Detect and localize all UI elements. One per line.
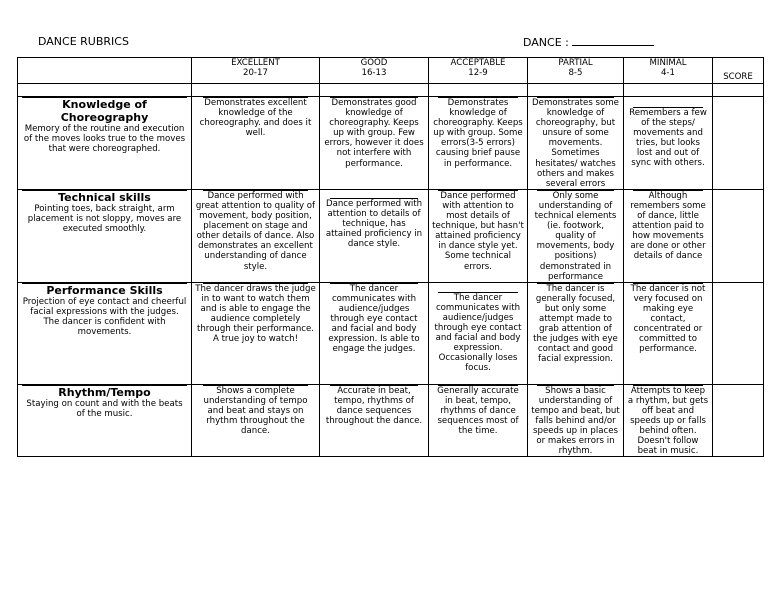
rubric-cell-partial: [528, 97, 624, 190]
rubric-cell-minimal: [624, 384, 713, 457]
score-cell[interactable]: [713, 282, 764, 384]
level-range: 16-13: [361, 68, 387, 79]
criterion-cell: [18, 384, 192, 457]
level-name: GOOD: [360, 58, 388, 68]
criterion-description: Pointing toes, back straight, arm placement is not sloppy, moves are executed smoothly.: [27, 203, 182, 235]
criterion-row-choreography: [18, 97, 764, 190]
rubric-cell-acceptable: [429, 189, 528, 282]
rubric-cell-acceptable: [429, 384, 528, 457]
rubric-cell-good: [320, 189, 429, 282]
rubric-text: Attempts to keep a rhythm, but gets off beat and speeds up or falls behind often. Doesn't follow beat in music.: [624, 385, 712, 457]
rubric-cell-excellent: [192, 97, 320, 190]
rubric-text: Accurate in beat, tempo, rhythms of dance sequences throughout the dance.: [320, 385, 428, 426]
rubric-text: Demonstrates good knowledge of choreography. Keeps up with group. Few errors, however it does not interfere with performance.: [320, 97, 428, 169]
level-header-minimal: [624, 58, 713, 84]
rubric-cell-good: [320, 97, 429, 190]
rubric-cell-excellent: [192, 189, 320, 282]
criterion-cell: [18, 282, 192, 384]
rubric-text: Although remembers some of dance, little attention paid to how movements are done or other details of dance: [624, 190, 712, 262]
rubric-text: Shows a complete understanding of tempo and beat and stays on rhythm throughout the dance.: [192, 385, 319, 436]
rubric-cell-acceptable: [429, 97, 528, 190]
score-cell[interactable]: [713, 384, 764, 457]
rubric-text: The dancer communicates with audience/judges through eye contact and facial and body expression. Occasionally loses focus.: [429, 283, 527, 374]
rubric-text: Dance performed with attention to most details of technique, but hasn't attained proficiency in dance style yet. Some technical errors.: [429, 190, 527, 272]
criterion-row-technical: [18, 189, 764, 282]
rubric-cell-good: [320, 384, 429, 457]
header-row: [18, 58, 764, 84]
level-header-excellent: [192, 58, 320, 84]
level-name: ACCEPTABLE: [450, 58, 506, 68]
rubric-cell-partial: [528, 282, 624, 384]
rubric-text: The dancer draws the judge in to want to watch them and is able to engage the audience completely through their performance. A true joy to watch!: [192, 283, 319, 345]
level-name: EXCELLENT: [231, 58, 280, 68]
rubric-text: Demonstrates knowledge of choreography. Keeps up with group. Some errors(3-5 errors) causing brief pause in performance.: [429, 97, 527, 169]
rubric-text: Demonstrates some knowledge of choreography, but unsure of some movements. Sometimes hesitates/ watches others and makes several errors: [528, 97, 623, 189]
rubric-cell-excellent: [192, 384, 320, 457]
rubric-text: The dancer communicates with audience/judges through eye contact and facial and body expression. Is able to engage the judges.: [320, 283, 428, 355]
criterion-name: Performance Skills: [22, 283, 187, 297]
level-name: PARTIAL: [558, 58, 593, 68]
criterion-cell: [18, 189, 192, 282]
rubric-text: The dancer is generally focused, but only some attempt made to grab attention of the judges with eye contact and good facial expression.: [528, 283, 623, 365]
rubric-cell-minimal: [624, 189, 713, 282]
level-range: 20-17: [243, 68, 268, 79]
score-header: SCORE: [713, 58, 764, 84]
criterion-name: Knowledge of Choreography: [22, 97, 187, 124]
rubric-text: Generally accurate in beat, tempo, rhythms of dance sequences most of the time.: [429, 385, 527, 436]
level-range: 4-1: [660, 68, 676, 79]
criterion-description: Staying on count and with the beats of the music.: [26, 398, 183, 419]
document-title: DANCE RUBRICS: [38, 35, 129, 48]
rubric-text: Demonstrates excellent knowledge of the choreography. and does it well.: [192, 97, 319, 138]
rubric-text: Shows a basic understanding of tempo and beat, but falls behind and/or speeds up in places or makes errors in rhythm.: [528, 385, 623, 457]
dance-name-field: [523, 35, 654, 49]
level-range: 8-5: [568, 68, 583, 79]
rubric-text: Only some understanding of technical elements (ie. footwork, quality of movements, body positions) demonstrated in performance: [528, 190, 623, 282]
rubric-cell-partial: [528, 384, 624, 457]
rubric-cell-good: [320, 282, 429, 384]
rubric-cell-minimal: [624, 97, 713, 190]
criterion-name: Technical skills: [22, 190, 187, 204]
level-name: MINIMAL: [649, 58, 687, 68]
level-header-acceptable: [429, 58, 528, 84]
level-header-partial: [528, 58, 624, 84]
criterion-name: Rhythm/Tempo: [22, 385, 187, 399]
criterion-row-performance: [18, 282, 764, 384]
rubric-text: The dancer is not very focused on making eye contact, concentrated or committed to performance.: [624, 283, 712, 355]
dance-blank-line: [572, 35, 654, 46]
spacer-row: [18, 84, 764, 97]
corner-cell: [18, 58, 192, 84]
criterion-cell: [18, 97, 192, 190]
rubric-cell-partial: [528, 189, 624, 282]
criterion-description: Projection of eye contact and cheerful facial expressions with the judges. The dancer is confident with movements.: [22, 296, 187, 337]
criterion-description: Memory of the routine and execution of the moves looks true to the moves that were choreographed.: [23, 124, 186, 155]
rubric-text: Dance performed with great attention to quality of movement, body position, placement on stage and other details of dance. Also demonstrates an excellent understanding of dance style.: [192, 190, 319, 272]
score-cell[interactable]: [713, 189, 764, 282]
level-range: 12-9: [468, 68, 488, 79]
rubric-cell-excellent: [192, 282, 320, 384]
rubric-text: Remembers a few of the steps/ movements and tries, but looks lost and out of sync with others.: [624, 97, 712, 169]
score-cell[interactable]: [713, 97, 764, 190]
rubric-cell-minimal: [624, 282, 713, 384]
rubric-cell-acceptable: [429, 282, 528, 384]
rubric-table: [17, 57, 764, 457]
level-header-good: [320, 58, 429, 84]
rubric-text: Dance performed with attention to details of technique, has attained proficiency in dance style.: [320, 190, 428, 249]
dance-label: DANCE :: [523, 36, 569, 49]
criterion-row-rhythm: [18, 384, 764, 457]
